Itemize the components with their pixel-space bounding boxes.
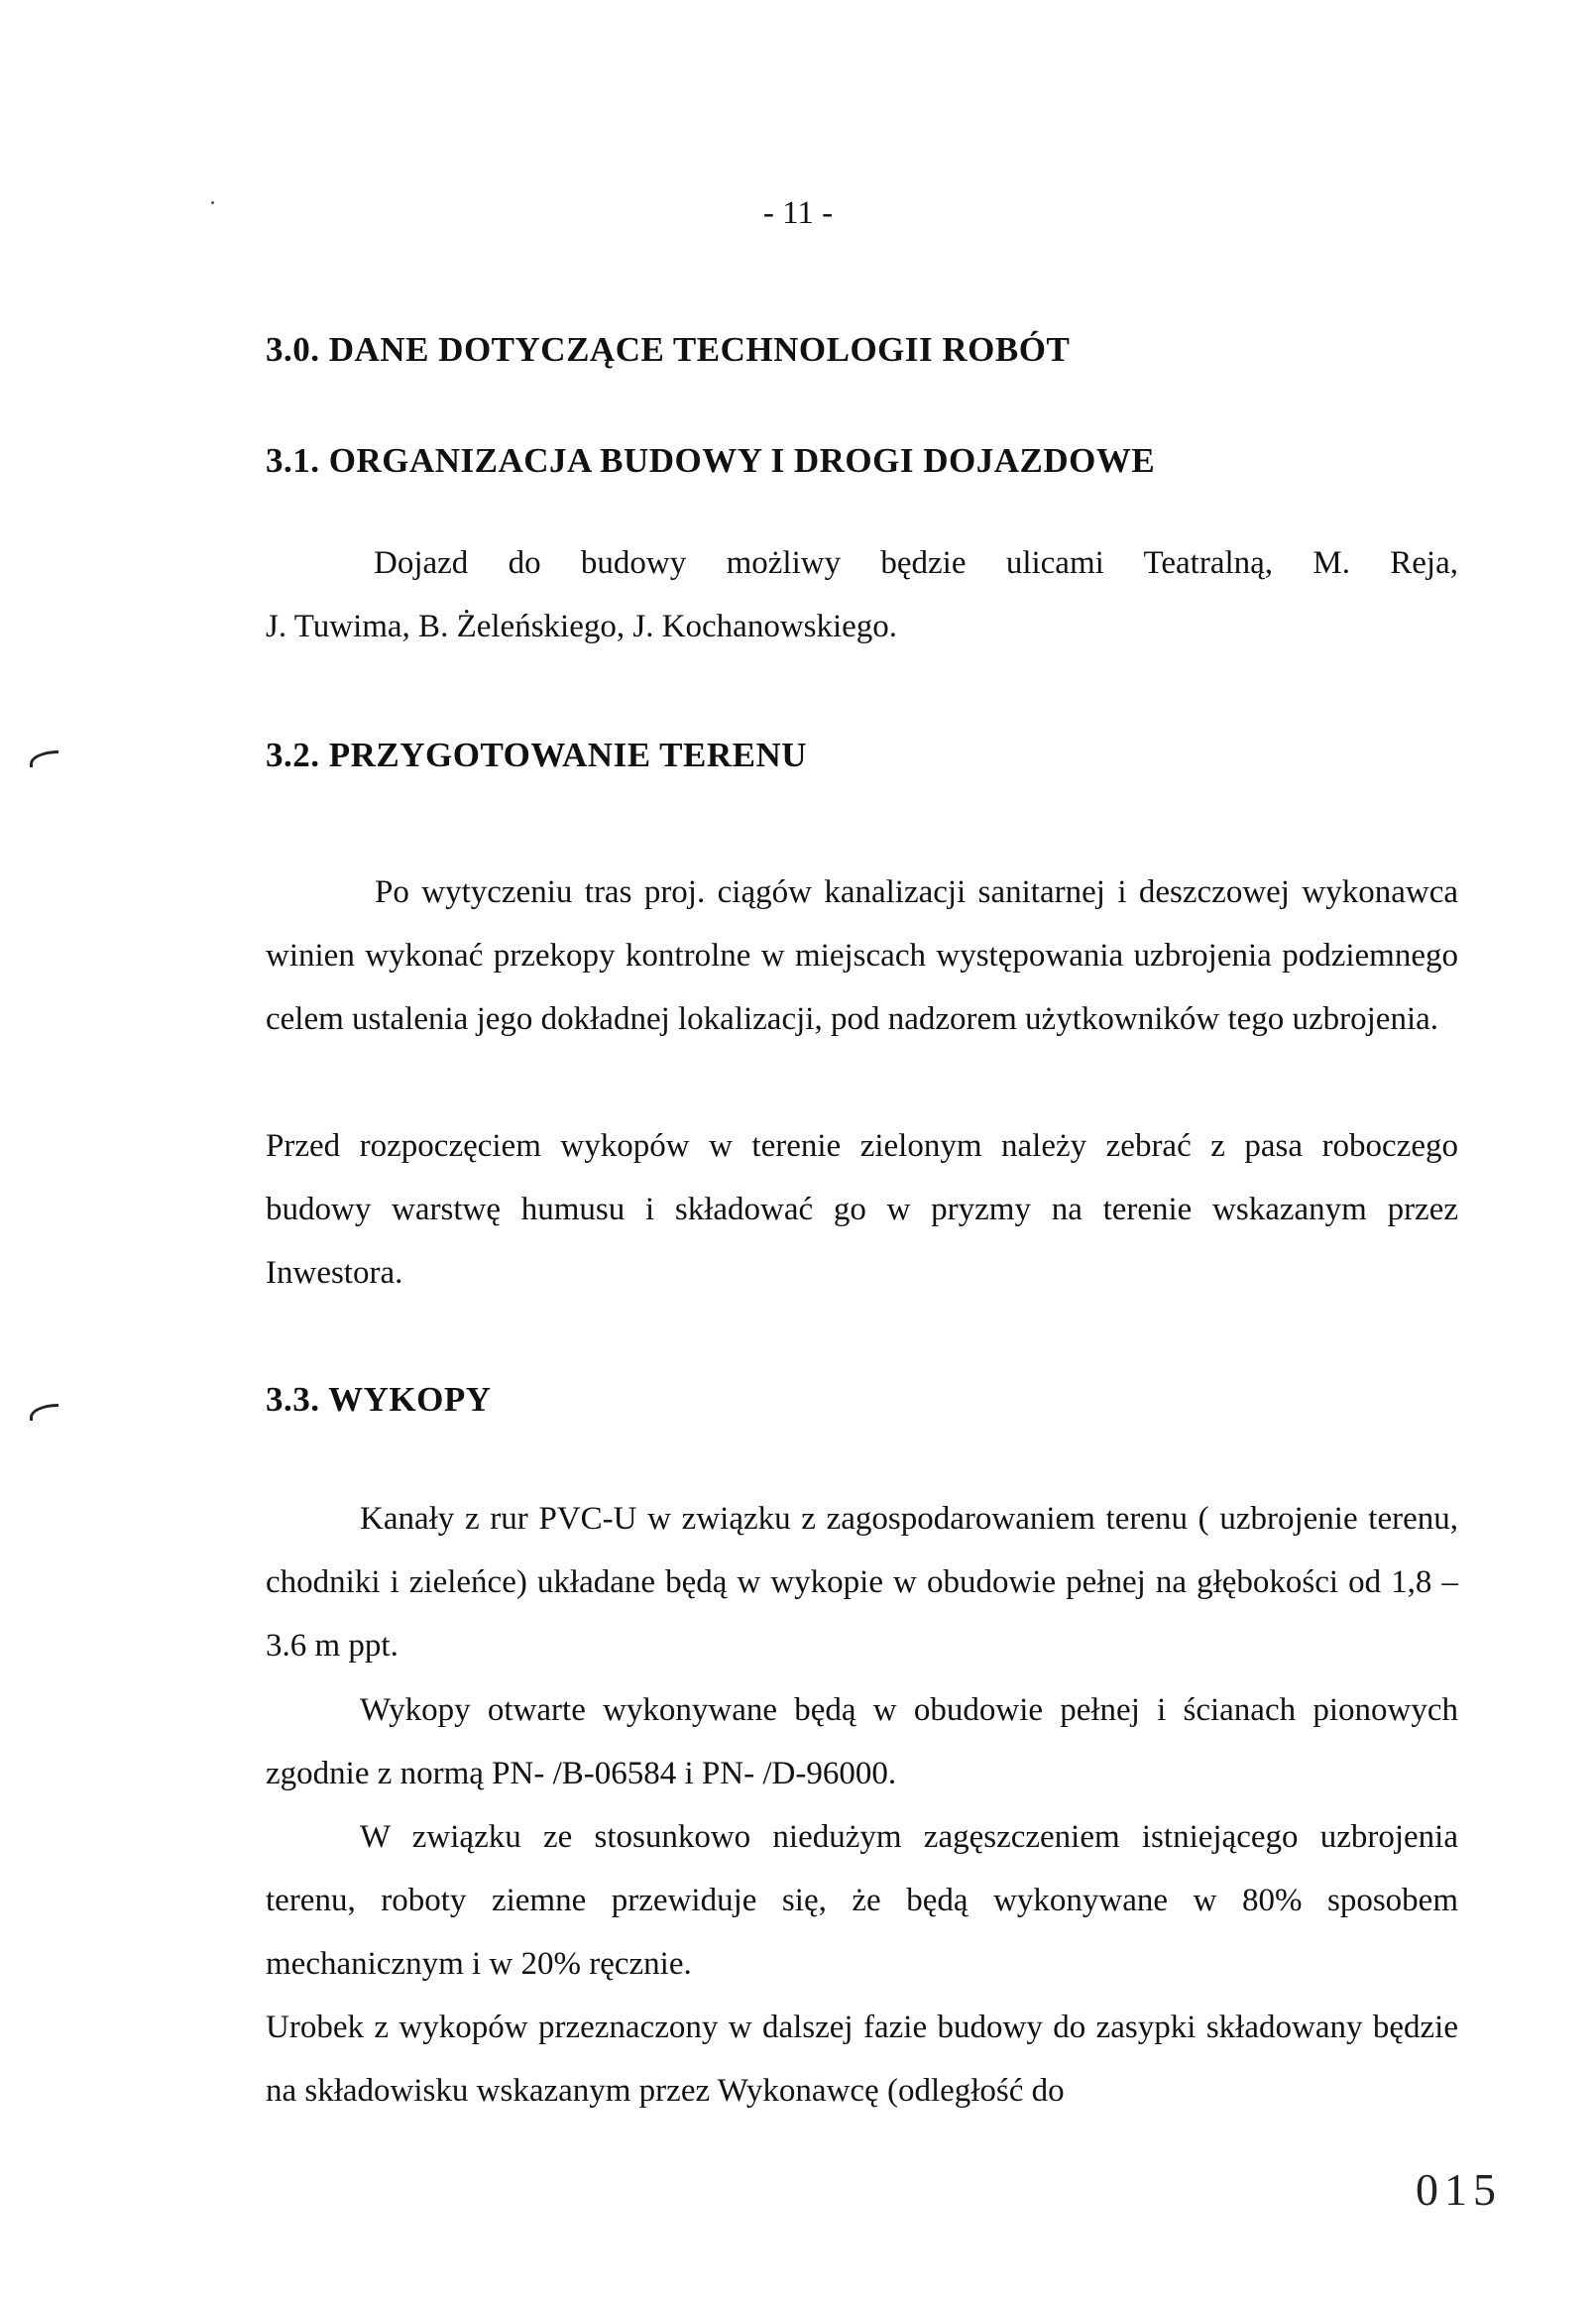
s33-paragraph-4: Urobek z wykopów przeznaczony w dalszej fazie budowy do zasypki składowany będzie na składowisku wskazanym przez Wykonawcę (odległość do (266, 2010, 1458, 2109)
section-heading-3-3: 3.3. WYKOPY (266, 1380, 492, 1419)
s33-paragraph-1: Kanały z rur PVC-U w związku z zagospodarowaniem terenu ( uzbrojenie terenu, chodniki i zieleńce) układane będą w wykopie w obudowie pełnej na głębokości od 1,8 – 3.6 m ppt. (266, 1501, 1458, 1664)
section-heading-3-2: 3.2. PRZYGOTOWANIE TERENU (266, 736, 808, 774)
s33-paragraph-2: Wykopy otwarte wykonywane będą w obudowie pełnej i ścianach pionowych zgodnie z normą PN- /B-06584 i PN- /D-96000. (266, 1692, 1458, 1791)
margin-mark (30, 750, 58, 767)
section-heading-3-0: 3.0. DANE DOTYCZĄCE TECHNOLOGII ROBÓT (266, 330, 1071, 369)
s32-paragraph-2: Przed rozpoczęciem wykopów w terenie zielonym należy zebrać z pasa roboczego budowy warstwę humusu i składować go w pryzmy na terenie wskazanym przez Inwestora. (266, 1128, 1458, 1291)
s32-paragraph-1: Po wytyczeniu tras proj. ciągów kanalizacji sanitarnej i deszczowej wykonawca winien wykonać przekopy kontrolne w miejscach występowania uzbrojenia podziemnego celem ustalenia jego dokładnej lokalizacji, pod nadzorem użytkowników tego uzbrojenia. (266, 874, 1458, 1037)
page-number: - 11 - (762, 195, 834, 231)
margin-mark (30, 1404, 58, 1421)
s33-paragraph-3: W związku ze stosunkowo niedużym zagęszczeniem istniejącego uzbrojenia terenu, roboty ziemne przewiduje się, że będą wykonywane w 80% sposobem mechanicznym i w 20% ręcznie. (266, 1819, 1458, 1982)
s31-line-1: Dojazd do budowy możliwy będzie ulicami Teatralną, M. Reja, (374, 545, 1458, 581)
section-heading-3-1: 3.1. ORGANIZACJA BUDOWY I DROGI DOJAZDOWE (266, 441, 1156, 480)
page-stamp-number: 015 (1416, 2164, 1502, 2215)
s31-line-2: J. Tuwima, B. Żeleńskiego, J. Kochanowskiego. (266, 609, 898, 644)
